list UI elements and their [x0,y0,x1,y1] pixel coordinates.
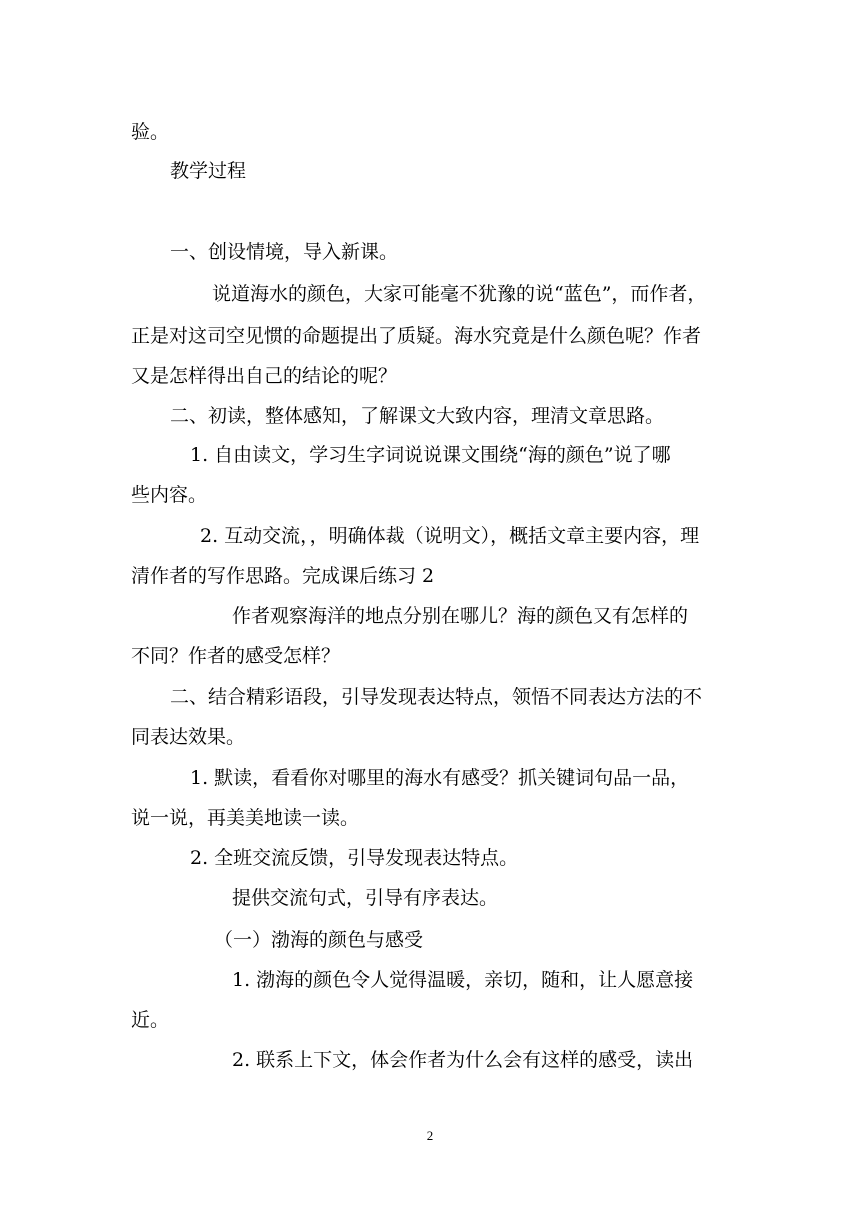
text-line: 作者观察海洋的地点分别在哪儿？海的颜色又有怎样的 [232,605,689,627]
text-line: 1. 默读，看看你对哪里的海水有感受？抓关键词句品一品， [190,767,690,789]
subsection-heading: （一）渤海的颜色与感受 [214,929,424,951]
text-line: 1. 渤海的颜色令人觉得温暖，亲切，随和，让人愿意接 [232,969,694,991]
text-line: 验。 [131,121,170,143]
text-line: 2. 全班交流反馈，引导发现表达特点。 [190,847,519,869]
page-number: 2 [426,1128,434,1143]
text-line: 提供交流句式，引导有序表达。 [232,887,499,909]
text-line: 又是怎样得出自己的结论的呢？ [131,365,398,387]
section-heading: 教学过程 [170,160,247,182]
section-heading: 二、初读，整体感知，了解课文大致内容，理清文章思路。 [170,405,665,427]
text-line: 同表达效果。 [131,726,246,748]
text-line: 1. 自由读文，学习生字词说说课文围绕“海的颜色”说了哪 [190,444,671,466]
text-line: 2. 互动交流，，明确体裁（说明文），概括文章主要内容，理 [200,525,700,547]
text-line: 正是对这司空见惯的命题提出了质疑。海水究竟是什么颜色呢？作者 [131,325,702,347]
text-line: 些内容。 [131,484,208,506]
text-line: 说道海水的颜色，大家可能毫不犹豫的说“蓝色”，而作者， [212,283,707,305]
text-line: 清作者的写作思路。完成课后练习 2 [131,565,435,587]
text-line: 说一说，再美美地读一读。 [131,807,360,829]
text-line: 不同？作者的感受怎样？ [131,645,341,667]
text-line: 2. 联系上下文，体会作者为什么会有这样的感受，读出 [232,1049,694,1071]
text-line: 近。 [131,1009,170,1031]
section-heading: 二、结合精彩语段，引导发现表达特点，领悟不同表达方法的不 [170,686,703,708]
section-heading: 一、创设情境，导入新课。 [170,241,399,263]
